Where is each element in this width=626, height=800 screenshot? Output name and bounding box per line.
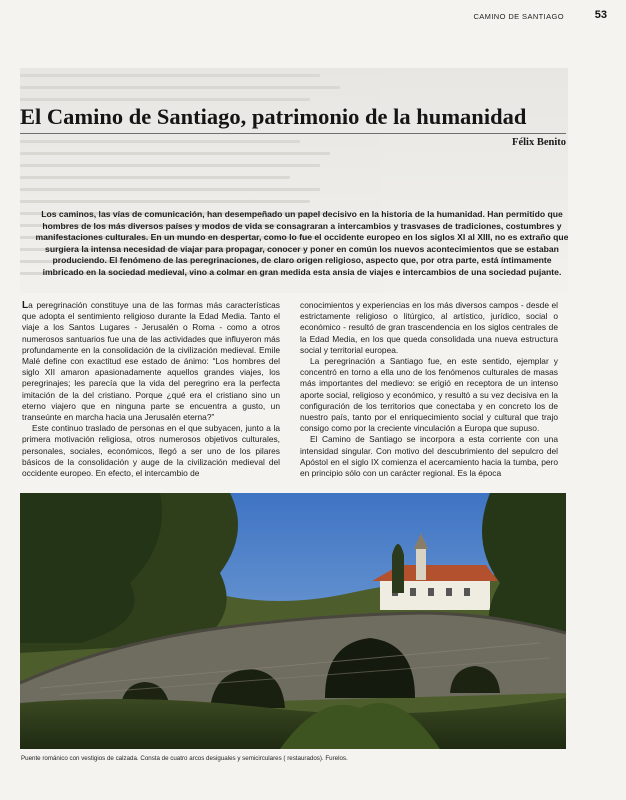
- article-title: El Camino de Santiago, patrimonio de la humanidad: [20, 104, 527, 129]
- body-column-right: [300, 300, 558, 479]
- running-title: CAMINO DE SANTIAGO: [473, 12, 564, 21]
- photo-caption: Puente románico con vestigios de calzada. Consta de cuatro arcos desiguales y semicirculares ( restaurados). Furelos.: [21, 755, 348, 762]
- drop-cap: L: [22, 300, 29, 311]
- body-paragraph: El Camino de Santiago se incorpora a esta corriente con una intensidad singular. Con motivo del descubrimiento del sepulcro del Apóstol en el siglo IX comienza el acercamiento hacia la tumba, pero en principio sólo con un carácter regional. Es la época: [300, 434, 558, 479]
- body-paragraph: conocimientos y experiencias en los más diversos campos - desde el estrictamente religioso o litúrgico, al artístico, jurídico, social o económico - resultó de gran trascendencia en los siglos centrales de la Edad Media, en los que queda consolidada una nueva estructura social y territorial europea.: [300, 300, 558, 355]
- body-column-left: [22, 300, 280, 479]
- bridge-photo-illustration: [20, 493, 566, 749]
- body-paragraph: Este continuo traslado de personas en el que subyacen, junto a la primera motivación religiosa, otros numerosos objetivos culturales, personales, sociales, económicos, llegó a ser uno de los pilares básicos de la consolidación y auge de la civilización medieval del occidente europeo. En efecto, el intercambio de: [22, 423, 280, 479]
- bridge-photo: [20, 493, 566, 749]
- page-number: 53: [594, 9, 607, 21]
- body-paragraph: La peregrinación a Santiago fue, en este sentido, ejemplar y concentró en torno a ella uno de los fenómenos culturales de masas más importantes del medievo: se erigió en receptora de un intenso aporte social, religioso y económico, y resultó a su vez decisiva en la configuración de los territorios que conectaba y en concreto los de nuestro país, tanto por el enriquecimiento social y cultural que trajo consigo como por la creciente vinculación a Europa que supuso.: [300, 356, 558, 434]
- body-paragraph: [22, 300, 280, 423]
- article-author: Félix Benito: [512, 137, 566, 148]
- body-paragraph-text: a peregrinación constituye una de las formas más características que adopta el sentimiento religioso durante la Edad Media. Tanto el viaje a los Santos Lugares - Jerusalén o Roma - como a otros numerosos santuarios fue una de las actividades que influyeron más profundamente en la consolidación de la civilización medieval. Emile Malé define con exactitud ese estado de ánimo: “Los hombres del siglo XII amaron apasionadamente aquellos grandes viajes, los peregrinajes; les parecía que la vida del peregrino era la perfecta imitación de la del cristiano. Porque ¿qué era el cristiano sino un eterno viajero que en ninguna parte se encuentra a gusto, un transeúnte en marcha hacia una Jerusalén eterna?”: [22, 300, 280, 423]
- article-intro: Los caminos, las vías de comunicación, han desempeñado un papel decisivo en la historia de la humanidad. Han permitido que hombres de los más diversos países y modos de vida se consagraran a intercambios y trasvases de tradiciones, costumbres y manifestaciones culturales. En un mundo en despertar, como lo fue el occidente europeo en los siglos XI al XIII, no es extraño que surgiera la intensa necesidad de viajar para propagar, conocer y poner en común los nuevos acontecimientos que se estaban produciendo. El fenómeno de las peregrinaciones, de claro origen religioso, aspecto que, por otra parte, está íntimamente imbricado en la sociedad medieval, vino a colmar en gran medida esta ansia de viajes e intercambios de una sociedad pujante.: [35, 209, 569, 277]
- page-header: [0, 8, 626, 28]
- title-rule: [20, 133, 566, 134]
